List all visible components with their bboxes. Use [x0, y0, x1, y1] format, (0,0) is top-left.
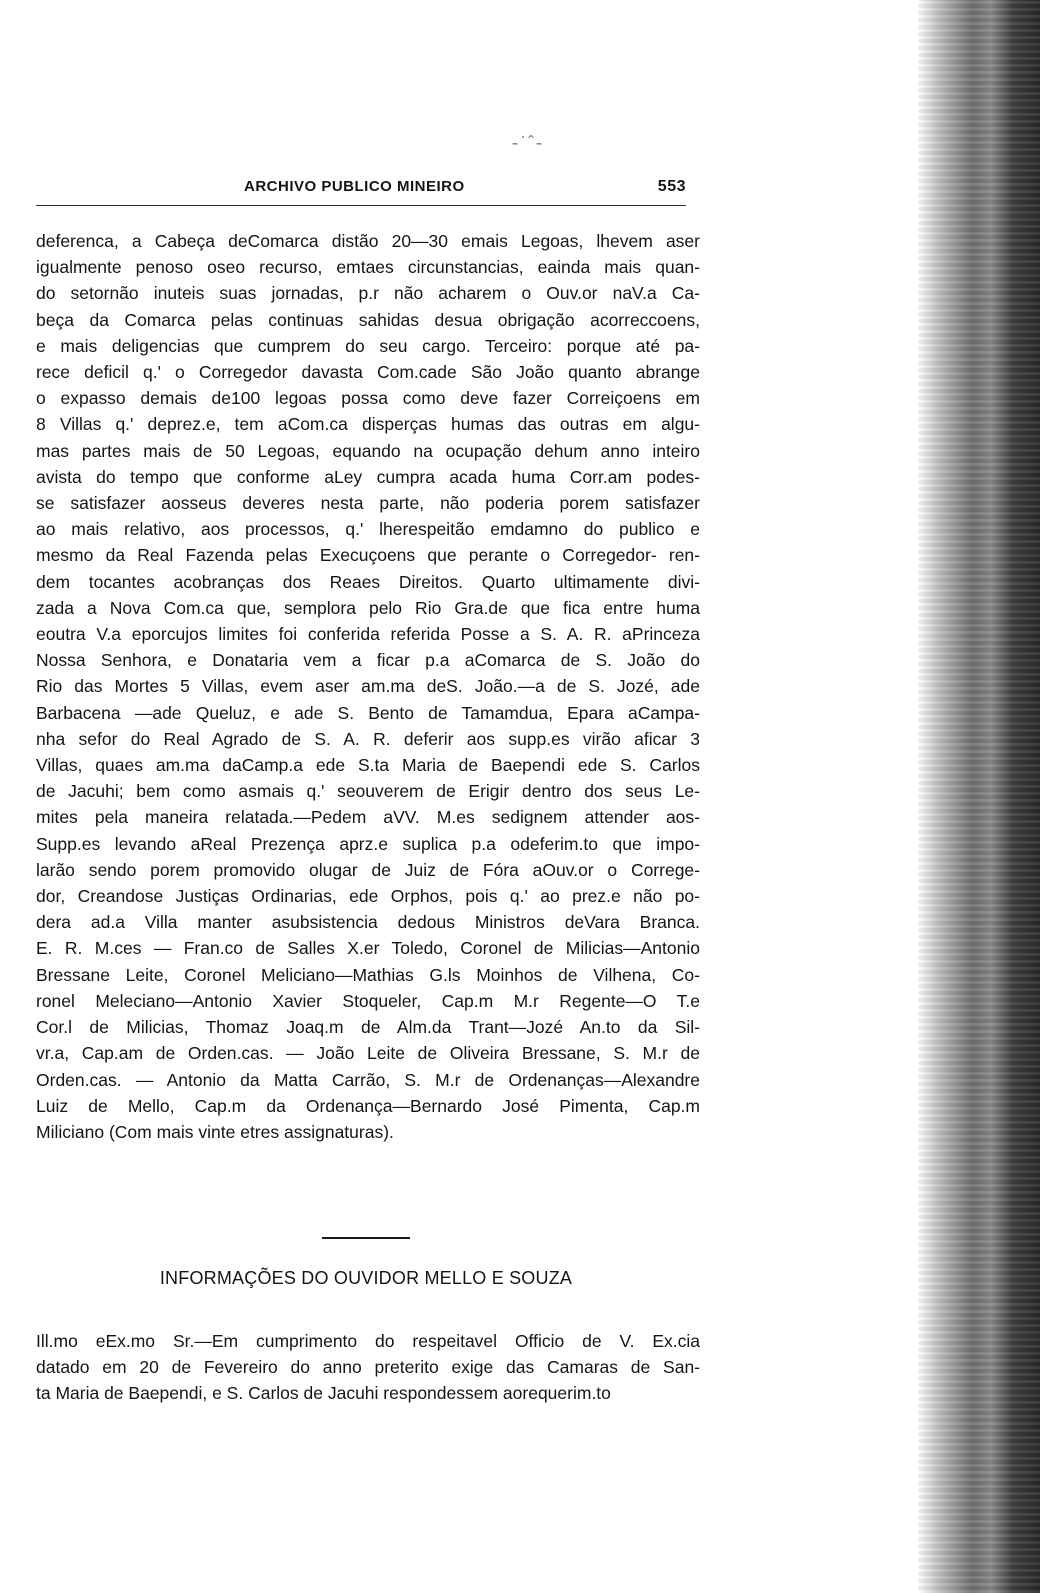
text-line: dor, Creandose Justiças Ordinarias, ede Orphos, pois q.' ao prez.e não po- [36, 886, 700, 907]
text-line: Villas, quaes am.ma daCamp.a ede S.ta Maria de Baependi ede S. Carlos [36, 755, 700, 776]
header-rule [36, 205, 686, 206]
ink-smudge: -˙ˆ- [512, 132, 544, 152]
text-line: se satisfazer aosseus deveres nesta parte, não poderia porem satisfazer [36, 493, 700, 514]
text-line: ronel Meleciano—Antonio Xavier Stoqueler, Cap.m M.r Regente—O T.e [36, 990, 700, 1011]
text-line: rece deficil q.' o Corregedor davasta Com.cade São João quanto abrange [36, 362, 700, 383]
text-line: Luiz de Mello, Cap.m da Ordenança—Bernardo José Pimenta, Cap.m [36, 1095, 700, 1116]
text-line: Supp.es levando aReal Prezença aprz.e suplica p.a odeferim.to que impo- [36, 833, 700, 854]
text-line: e mais deligencias que cumprem do seu cargo. Terceiro: porque até pa- [36, 335, 700, 356]
text-line: ao mais relativo, aos processos, q.' lherespeitão emdamno do publico e [36, 519, 700, 540]
section-divider [322, 1237, 410, 1239]
text-line: beça da Comarca pelas continuas sahidas desua obrigação acorreccoens, [36, 309, 700, 330]
text-line: Orden.cas. — Antonio da Matta Carrão, S. M.r de Ordenanças—Alexandre [36, 1069, 700, 1090]
text-line: nha sefor do Real Agrado de S. A. R. deferir aos supp.es virão aficar 3 [36, 728, 700, 749]
text-line: Rio das Mortes 5 Villas, evem aser am.ma deS. João.—a de S. Jozé, ade [36, 676, 700, 697]
text-line: dem tocantes acobranças dos Reaes Direitos. Quarto ultimamente divi- [36, 571, 700, 592]
running-header [36, 175, 686, 199]
text-line: eoutra V.a eporcujos limites foi conferida referida Posse a S. A. R. aPrinceza [36, 624, 700, 645]
text-line: Nossa Senhora, e Donataria vem a ficar p.a aComarca de S. João do [36, 650, 700, 671]
text-line: de Jacuhi; bem como asmais q.' seouverem de Erigir dentro dos seus Le- [36, 781, 700, 802]
text-line: Bressane Leite, Coronel Meliciano—Mathias G.ls Moinhos de Vilhena, Co- [36, 964, 700, 985]
text-line: E. R. M.ces — Fran.co de Salles X.er Toledo, Coronel de Milicias—Antonio [36, 938, 700, 959]
text-line: Miliciano (Com mais vinte etres assignaturas). [36, 1121, 394, 1142]
text-line: do setornão inuteis suas jornadas, p.r não acharem o Ouv.or naV.a Ca- [36, 283, 700, 304]
text-line: mesmo da Real Fazenda pelas Execuçoens que perante o Corregedor- ren- [36, 545, 700, 566]
text-line: 8 Villas q.' deprez.e, tem aCom.ca disperças humas das outras em algu- [36, 414, 700, 435]
text-line: avista do tempo que conforme aLey cumpra acada huma Corr.am podes- [36, 466, 700, 487]
text-line: vr.a, Cap.am de Orden.cas. — João Leite de Oliveira Bressane, S. M.r de [36, 1043, 700, 1064]
text-line: mas partes mais de 50 Legoas, equando na ocupação dehum anno inteiro [36, 440, 700, 461]
text-line: dera ad.a Villa manter asubsistencia dedous Ministros deVara Branca. [36, 912, 700, 933]
text-line: o expasso demais de100 legoas possa como deve fazer Correiçoens em [36, 388, 700, 409]
section-heading: INFORMAÇÕES DO OUVIDOR MELLO E SOUZA [159, 1268, 573, 1288]
text-line: datado em 20 de Fevereiro do anno preterito exige das Camaras de San- [36, 1357, 700, 1378]
petition-text [36, 228, 700, 1145]
text-line: Cor.l de Milicias, Thomaz Joaq.m de Alm.da Trant—Jozé An.to da Sil- [36, 1017, 700, 1038]
running-title: ARCHIVO PUBLICO MINEIRO [244, 178, 465, 195]
text-line: igualmente penoso oseo recurso, emtaes circunstancias, eainda mais quan- [36, 257, 700, 278]
text-line: zada a Nova Com.ca que, semplora pelo Rio Gra.de que fica entre huma [36, 597, 700, 618]
book-binding-edge [918, 0, 1040, 1593]
text-line: Barbacena —ade Queluz, e ade S. Bento de Tamamdua, Epara aCampa- [36, 702, 700, 723]
text-line: mites pela maneira relatada.—Pedem aVV. M.es sedignem attender aos- [36, 807, 700, 828]
text-line: ta Maria de Baependi, e S. Carlos de Jacuhi respondessem aorequerim.to [36, 1383, 611, 1404]
page-number: 553 [657, 178, 686, 195]
text-line: Ill.mo eEx.mo Sr.—Em cumprimento do respeitavel Officio de V. Ex.cia [36, 1331, 700, 1351]
text-line: deferenca, a Cabeça deComarca distão 20—30 emais Legoas, lhevem aser [36, 231, 700, 251]
text-line: larão sendo porem promovido olugar de Juiz de Fóra aOuv.or o Correge- [36, 859, 700, 880]
section-text [36, 1328, 700, 1407]
